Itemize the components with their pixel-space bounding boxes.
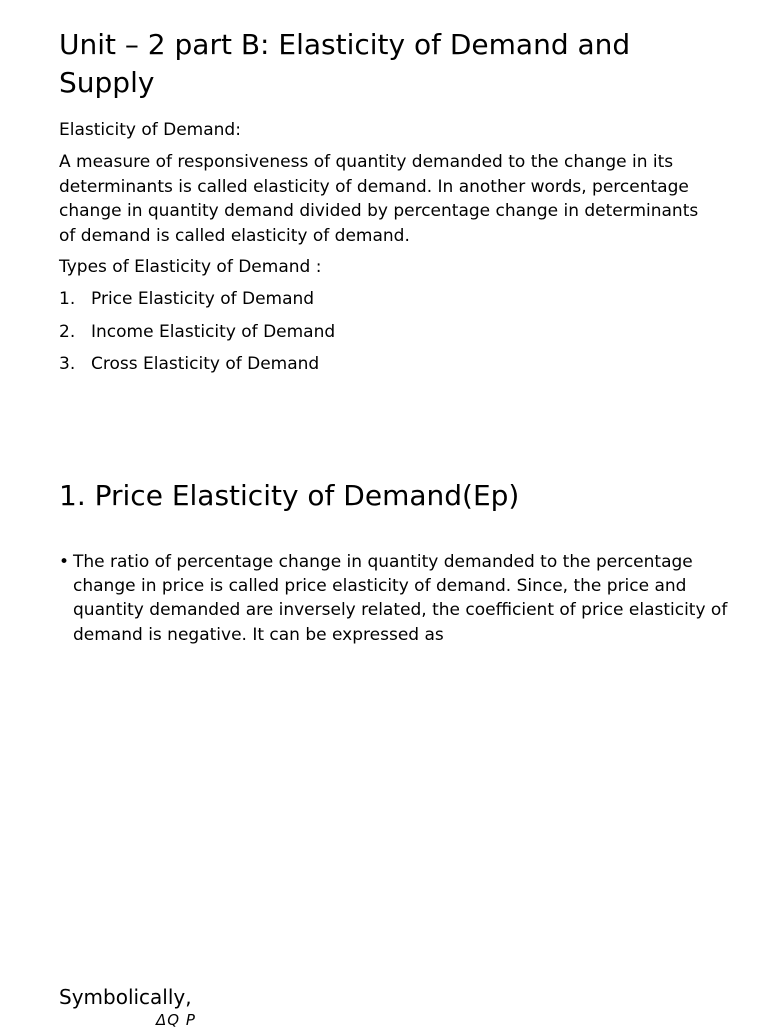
list-item-number: 3. <box>59 354 76 374</box>
bullet-item <box>59 550 729 647</box>
bullet-icon: • <box>59 552 70 572</box>
types-heading: Types of Elasticity of Demand : <box>59 257 322 277</box>
section-title: 1. Price Elasticity of Demand(Ep) <box>59 479 520 512</box>
types-list <box>59 287 335 385</box>
page-title: Unit – 2 part B: Elasticity of Demand and Supply <box>59 28 631 99</box>
symbolically-label: Symbolically, <box>59 985 192 1009</box>
list-item <box>59 352 335 385</box>
list-item-label: Income Elasticity of Demand <box>91 321 336 342</box>
list-item-label: Price Elasticity of Demand <box>91 289 315 309</box>
list-item-number: 2. <box>59 321 76 342</box>
definition-paragraph: A measure of responsiveness of quantity demanded to the change in its determinants is called elasticity of demand. In another words, percentage change in quantity demand divided by percentage change in determinants of demand is called elasticity of demand. <box>59 152 699 246</box>
list-item-number: 1. <box>59 289 76 309</box>
elasticity-subheading: Elasticity of Demand: <box>59 120 241 140</box>
list-item <box>59 320 335 353</box>
list-item-label: Cross Elasticity of Demand <box>91 354 320 374</box>
list-item <box>59 287 335 320</box>
formula-fragment: ΔQ P <box>156 1011 196 1029</box>
bullet-text: The ratio of percentage change in quantity demanded to the percentage change in price is called price elasticity of demand. Since, the price and quantity demanded are inversely related, the coefficient of price elasticity of demand is negative. It can be expressed as <box>73 552 728 645</box>
